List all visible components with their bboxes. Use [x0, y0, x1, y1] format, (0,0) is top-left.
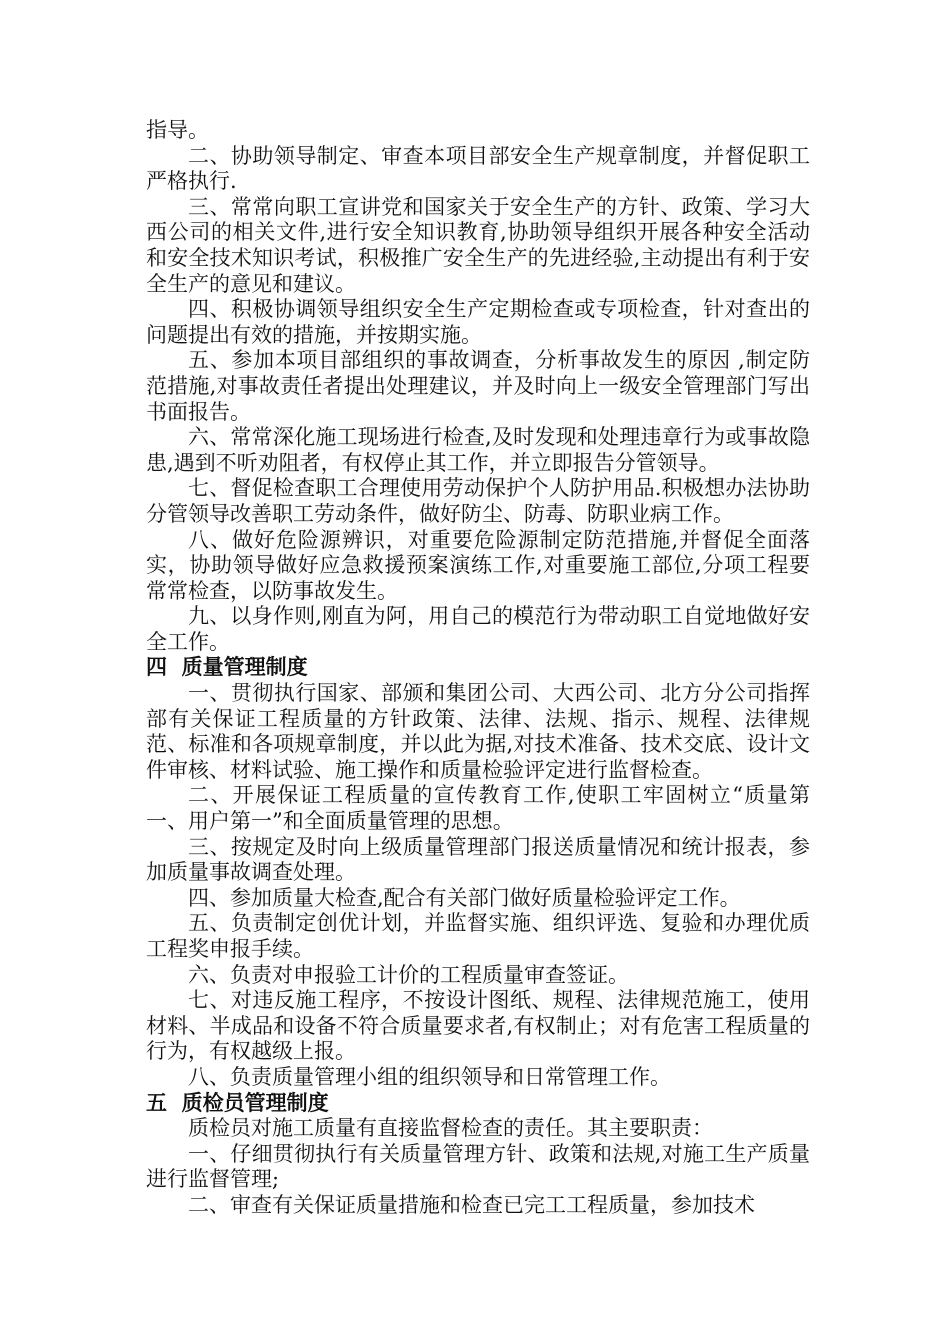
body-paragraph: 二、审查有关保证质量措施和检查已完工工程质量，参加技术	[188, 1192, 755, 1217]
document-body	[146, 118, 810, 1219]
body-paragraph: 一、贯彻执行国家、部颁和集团公司、大西公司、北方分公司指挥部有关保证工程质量的方针政策、法律、法规、指示、规程、法律规范、标准和各项规章制度，并以此为据,对技术准备、技术交底、设计文件审核、材料试验、施工操作和质量检验评定进行监督检查。	[146, 681, 810, 782]
section-heading: 五 质检员管理制度	[146, 1090, 329, 1115]
body-paragraph: 二、协助领导制定、审查本项目部安全生产规章制度，并督促职工严格执行.	[146, 143, 810, 194]
body-paragraph: 八、做好危险源辨识，对重要危险源制定防范措施,并督促全面落实，协助领导做好应急救援预案演练工作,对重要施工部位,分项工程要常常检查，以防事故发生。	[146, 527, 810, 603]
body-paragraph: 六、常常深化施工现场进行检查,及时发现和处理违章行为或事故隐患,遇到不听劝阻者，有权停止其工作，并立即报告分管领导。	[146, 425, 810, 475]
body-paragraph: 六、负责对申报验工计价的工程质量审查签证。	[188, 962, 629, 987]
body-paragraph: 四、参加质量大检查,配合有关部门做好质量检验评定工作。	[188, 885, 741, 910]
body-paragraph: 三、常常向职工宣讲党和国家关于安全生产的方针、政策、学习大西公司的相关文件,进行安全知识教育,协助领导组织开展各种安全活动和安全技术知识考试，积极推广安全生产的先进经验,主动提出有利于安全生产的意见和建议。	[146, 194, 810, 296]
body-paragraph: 四、积极协调领导组织安全生产定期检查或专项检查，针对查出的问题提出有效的措施，并按期实施。	[146, 297, 810, 347]
body-paragraph: 一、仔细贯彻执行有关质量管理方针、政策和法规,对施工生产质量进行监督管理;	[146, 1141, 810, 1192]
body-paragraph: 八、负责质量管理小组的组织领导和日常管理工作。	[188, 1064, 671, 1089]
body-paragraph: 七、对违反施工程序，不按设计图纸、规程、法律规范施工，使用材料、半成品和设备不符合质量要求者,有权制止；对有危害工程质量的行为，有权越级上报。	[146, 988, 810, 1064]
body-paragraph: 五、负责制定创优计划，并监督实施、组织评选、复验和办理优质工程奖申报手续。	[146, 911, 810, 961]
body-paragraph: 质检员对施工质量有直接监督检查的责任。其主要职责：	[188, 1116, 713, 1141]
body-paragraph: 三、按规定及时向上级质量管理部门报送质量情况和统计报表，参加质量事故调查处理。	[146, 834, 810, 885]
body-paragraph: 指导。	[146, 118, 209, 142]
section-heading: 四 质量管理制度	[146, 655, 308, 680]
body-paragraph: 二、开展保证工程质量的宣传教育工作,使职工牢固树立“质量第一、用户第一”和全面质量管理的思想。	[146, 783, 810, 834]
body-paragraph: 七、督促检查职工合理使用劳动保护个人防护用品.积极想办法协助分管领导改善职工劳动条件，做好防尘、防毒、防职业病工作。	[146, 476, 810, 526]
body-paragraph: 九、以身作则,刚直为阿，用自己的模范行为带动职工自觉地做好安全工作。	[146, 604, 810, 654]
body-paragraph: 五、参加本项目部组织的事故调查，分析事故发生的原因 ,制定防范措施,对事故责任者提出处理建议，并及时向上一级安全管理部门写出书面报告。	[146, 348, 810, 424]
